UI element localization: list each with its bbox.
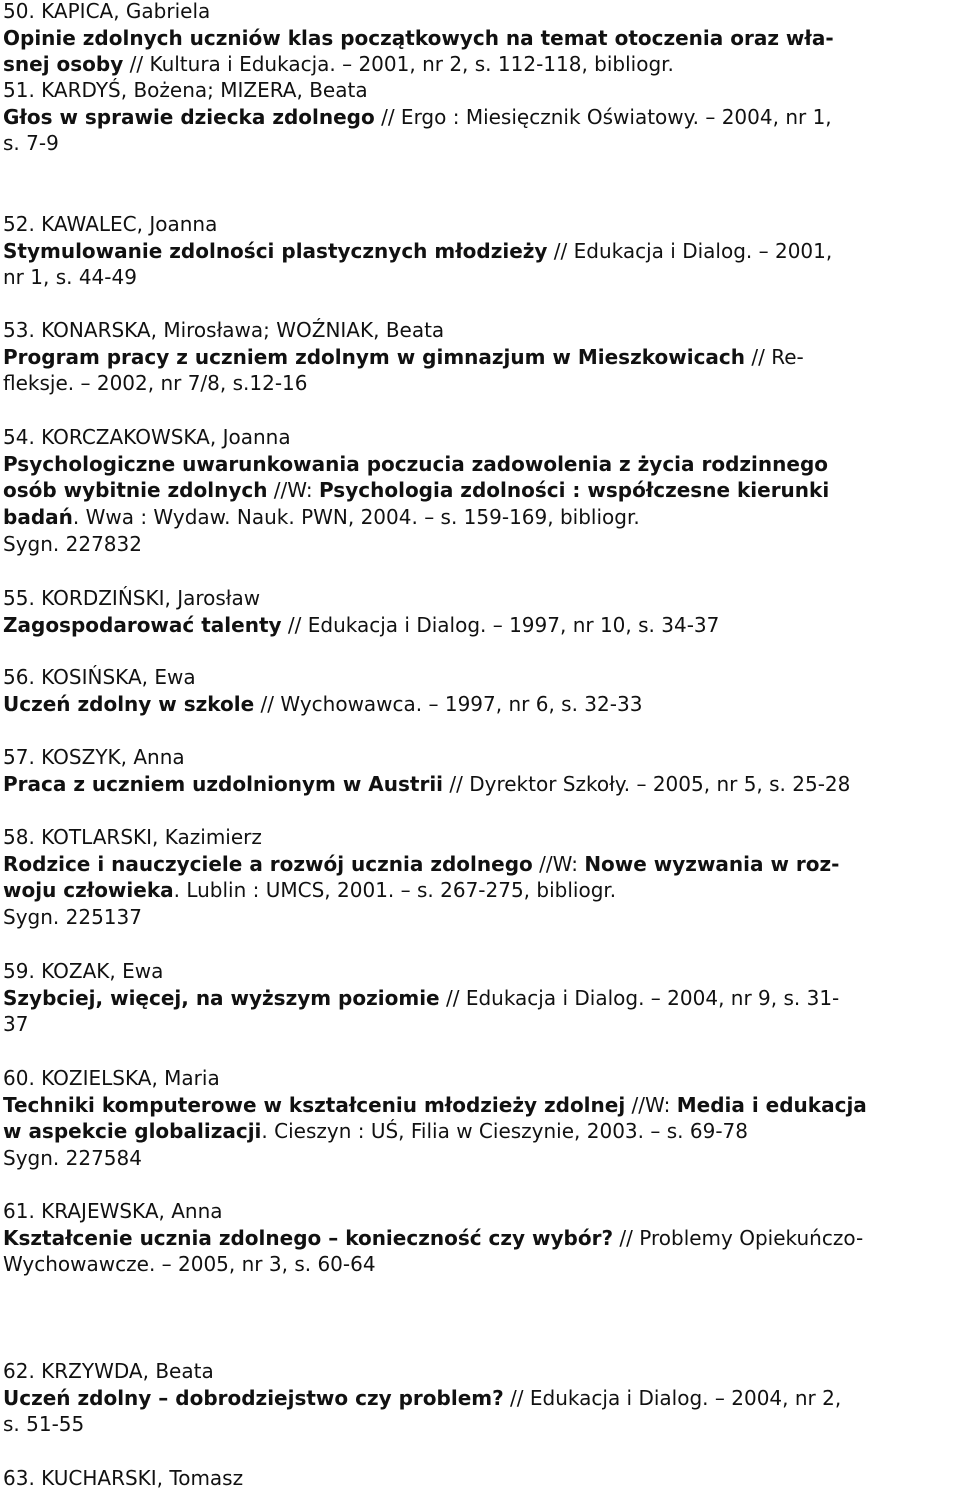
entry-line: [3, 1251, 958, 1278]
entry-title: Kształcenie ucznia zdolnego – konieczność czy wybór?: [3, 1225, 614, 1250]
entry-line: [3, 877, 958, 904]
bibliography-entry: [3, 1465, 958, 1492]
entry-line: [3, 504, 958, 531]
entry-author: 50. KAPICA, Gabriela: [3, 0, 211, 23]
entry-line: [3, 1092, 958, 1119]
entry-author: 54. KORCZAKOWSKA, Joanna: [3, 425, 291, 449]
entry-title: Praca z uczniem uzdolnionym w Austrii: [3, 771, 444, 796]
entry-line: [3, 771, 958, 798]
entry-author: 59. KOZAK, Ewa: [3, 959, 164, 983]
entry-details: //W:: [267, 478, 319, 503]
entry-title: Techniki komputerowe w kształceniu młodzieży zdolnej: [3, 1092, 626, 1117]
entry-details: nr 1, s. 44-49: [3, 265, 137, 290]
entry-line: [3, 1011, 958, 1038]
bibliography-entry: [3, 585, 958, 638]
entry-line: [3, 51, 958, 78]
entry-details: // Edukacja i Dialog. – 2004, nr 2,: [503, 1385, 842, 1410]
entry-details: //W:: [532, 851, 585, 876]
entry-author: 58. KOTLARSKI, Kazimierz: [3, 825, 262, 849]
entry-details: . Cieszyn : UŚ, Filia w Cieszynie, 2003. – s. 69-78: [261, 1119, 748, 1144]
entry-details: s. 51-55: [3, 1412, 85, 1437]
entry-title: Uczeń zdolny w szkole: [3, 691, 255, 716]
entry-author: 61. KRAJEWSKA, Anna: [3, 1199, 223, 1223]
entry-details: // Wychowawca. – 1997, nr 6, s. 32-33: [254, 691, 643, 716]
bibliography-entry: [3, 317, 958, 397]
entry-author: 51. KARDYŚ, Bożena; MIZERA, Beata: [3, 78, 368, 102]
bibliography-entry: [3, 0, 958, 78]
entry-line: [3, 25, 958, 52]
entry-details: Sygn. 227584: [3, 1146, 142, 1171]
entry-details: // Problemy Opiekuńczo-: [613, 1225, 864, 1250]
entry-line: [3, 370, 958, 397]
entry-details: 37: [3, 1012, 29, 1037]
bibliography-entry: [3, 824, 958, 931]
entry-line: [3, 985, 958, 1012]
entry-line: [3, 531, 958, 558]
bibliography-entry: [3, 664, 958, 717]
entry-details: // Ergo : Miesięcznik Oświatowy. – 2004, nr 1,: [374, 104, 832, 129]
entry-line: [3, 612, 958, 639]
entry-details: . Lublin : UMCS, 2001. – s. 267-275, bibliogr.: [173, 878, 617, 903]
entry-details: fleksje. – 2002, nr 7/8, s.12-16: [3, 371, 308, 396]
entry-source-title: Psychologia zdolności : współczesne kierunki: [319, 478, 830, 503]
entry-details: // Kultura i Edukacja. – 2001, nr 2, s. 112-118, bibliogr.: [123, 52, 674, 77]
entry-details: s. 7-9: [3, 131, 59, 156]
entry-title: Psychologiczne uwarunkowania poczucia zadowolenia z życia rodzinnego: [3, 451, 828, 476]
entry-author: 52. KAWALEC, Joanna: [3, 212, 218, 236]
entry-author: 63. KUCHARSKI, Tomasz: [3, 1466, 244, 1490]
entry-title: Rodzice i nauczyciele a rozwój ucznia zdolnego: [3, 851, 533, 876]
entry-line: [3, 691, 958, 718]
entry-line: [3, 1145, 958, 1172]
entry-author: 56. KOSIŃSKA, Ewa: [3, 665, 196, 689]
entry-details: . Wwa : Wydaw. Nauk. PWN, 2004. – s. 159-169, bibliogr.: [72, 505, 640, 530]
entry-author: 55. KORDZIŃSKI, Jarosław: [3, 586, 261, 610]
entry-line: [3, 1385, 958, 1412]
entry-source-title: Media i edukacja: [676, 1092, 867, 1117]
entry-title: w aspekcie globalizacji: [3, 1119, 262, 1144]
bibliography-entry: [3, 1065, 958, 1172]
entry-line: [3, 238, 958, 265]
entry-title: Opinie zdolnych uczniów klas początkowych na temat otoczenia oraz wła-: [3, 25, 834, 50]
entry-details: // Edukacja i Dialog. – 2004, nr 9, s. 31-: [439, 985, 840, 1010]
bibliography-entry: [3, 744, 958, 797]
bibliography-entry: [3, 1198, 958, 1278]
entry-line: [3, 104, 958, 131]
entry-line: [3, 1225, 958, 1252]
entry-line: [3, 477, 958, 504]
entry-author: 53. KONARSKA, Mirosława; WOŹNIAK, Beata: [3, 318, 445, 342]
entry-title: Uczeń zdolny – dobrodziejstwo czy problem?: [3, 1385, 504, 1410]
entry-title: osób wybitnie zdolnych: [3, 478, 268, 503]
bibliography-entry: [3, 424, 958, 558]
entry-line: [3, 264, 958, 291]
entry-line: [3, 344, 958, 371]
entry-author: 60. KOZIELSKA, Maria: [3, 1066, 220, 1090]
entry-author: 62. KRZYWDA, Beata: [3, 1359, 214, 1383]
entry-details: //W:: [625, 1092, 677, 1117]
entry-details: Sygn. 227832: [3, 531, 142, 556]
bibliography-entry: [3, 958, 958, 1038]
entry-line: [3, 130, 958, 157]
entry-line: [3, 451, 958, 478]
entry-line: [3, 904, 958, 931]
entry-details: Wychowawcze. – 2005, nr 3, s. 60-64: [3, 1252, 376, 1277]
entry-title: Szybciej, więcej, na wyższym poziomie: [3, 985, 440, 1010]
entry-title: Zagospodarować talenty: [3, 612, 282, 637]
bibliography-entry: [3, 1358, 958, 1438]
entry-title: Głos w sprawie dziecka zdolnego: [3, 104, 375, 129]
entry-details: // Edukacja i Dialog. – 1997, nr 10, s. 34-37: [281, 612, 720, 637]
entry-author: 57. KOSZYK, Anna: [3, 745, 185, 769]
entry-title: badań: [3, 505, 73, 530]
entry-title: snej osoby: [3, 52, 124, 77]
entry-line: [3, 1118, 958, 1145]
entry-details: // Edukacja i Dialog. – 2001,: [547, 238, 833, 263]
entry-source-title: Nowe wyzwania w roz-: [584, 851, 840, 876]
entry-title: Program pracy z uczniem zdolnym w gimnazjum w Mieszkowicach: [3, 344, 746, 369]
entry-line: [3, 1411, 958, 1438]
entry-details: // Dyrektor Szkoły. – 2005, nr 5, s. 25-28: [443, 771, 851, 796]
bibliography-entry: [3, 211, 958, 291]
entry-title: woju człowieka: [3, 878, 174, 903]
entry-line: [3, 851, 958, 878]
entry-title: Stymulowanie zdolności plastycznych młodzieży: [3, 238, 548, 263]
entry-details: // Re-: [745, 344, 804, 369]
entry-details: Sygn. 225137: [3, 905, 142, 930]
bibliography-entry: [3, 77, 958, 157]
